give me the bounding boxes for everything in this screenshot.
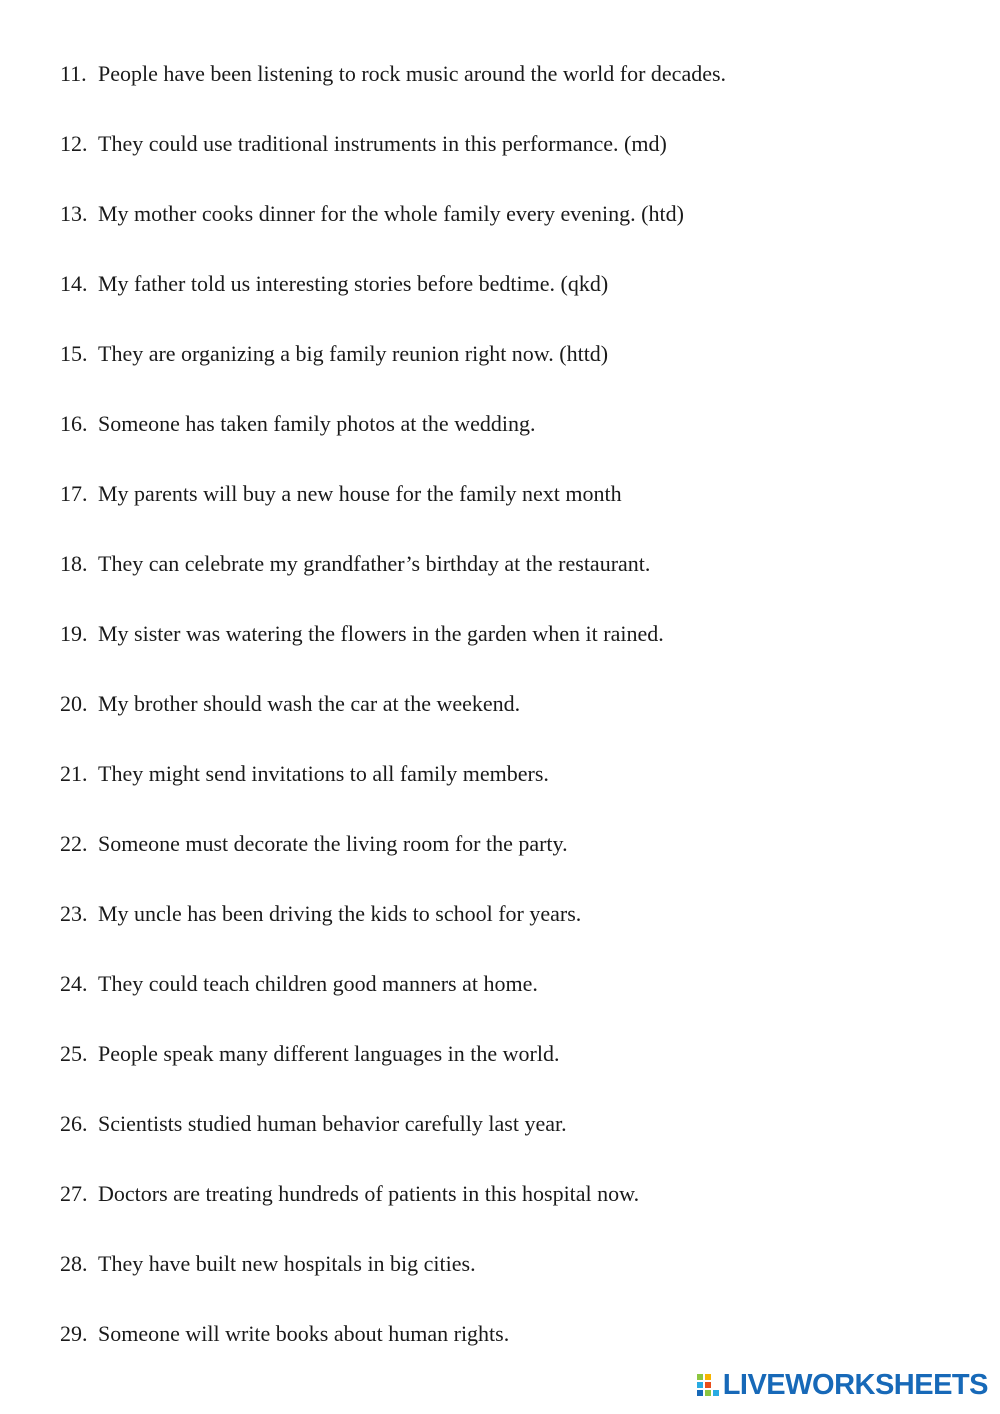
item-number: 18. [60, 551, 88, 576]
item-text: Scientists studied human behavior carefully last year. [98, 1111, 567, 1136]
item-text: Doctors are treating hundreds of patients in this hospital now. [98, 1181, 640, 1206]
item-text: They could teach children good manners at home. [98, 971, 538, 996]
sentence-item-18 [60, 550, 650, 578]
item-text: Someone will write books about human rights. [98, 1321, 510, 1346]
sentence-item-26 [60, 1110, 567, 1138]
sentence-item-17 [60, 480, 622, 508]
item-number: 12. [60, 131, 88, 156]
item-text: They have built new hospitals in big cities. [98, 1251, 476, 1276]
item-number: 26. [60, 1111, 88, 1136]
item-number: 20. [60, 691, 88, 716]
item-number: 14. [60, 271, 88, 296]
liveworksheets-brand [697, 1370, 988, 1400]
sentence-item-25 [60, 1040, 559, 1068]
sentence-item-22 [60, 830, 568, 858]
item-number: 13. [60, 201, 88, 226]
item-number: 15. [60, 341, 88, 366]
item-text: My brother should wash the car at the weekend. [98, 691, 521, 716]
sentence-item-24 [60, 970, 538, 998]
item-number: 19. [60, 621, 88, 646]
item-text: They can celebrate my grandfather’s birthday at the restaurant. [98, 551, 651, 576]
item-text: My uncle has been driving the kids to school for years. [98, 901, 582, 926]
item-text: They could use traditional instruments in this performance. (md) [98, 131, 667, 156]
liveworksheets-logo-icon [697, 1374, 719, 1396]
brand-name: LIVEWORKSHEETS [722, 1368, 988, 1401]
sentence-item-20 [60, 690, 520, 718]
item-text: People speak many different languages in the world. [98, 1041, 560, 1066]
sentence-item-29 [60, 1320, 509, 1348]
sentence-item-11 [60, 60, 726, 88]
item-number: 28. [60, 1251, 88, 1276]
item-text: My sister was watering the flowers in the garden when it rained. [98, 621, 664, 646]
item-number: 17. [60, 481, 88, 506]
sentence-item-23 [60, 900, 581, 928]
item-text: They might send invitations to all family members. [98, 761, 549, 786]
item-number: 16. [60, 411, 88, 436]
item-text: Someone must decorate the living room for the party. [98, 831, 568, 856]
item-text: Someone has taken family photos at the wedding. [98, 411, 536, 436]
sentence-item-19 [60, 620, 664, 648]
item-number: 22. [60, 831, 88, 856]
item-text: They are organizing a big family reunion right now. (httd) [98, 341, 609, 366]
item-number: 25. [60, 1041, 88, 1066]
item-text: My parents will buy a new house for the family next month [98, 481, 622, 506]
sentence-item-28 [60, 1250, 476, 1278]
sentence-item-12 [60, 130, 667, 158]
item-number: 29. [60, 1321, 88, 1346]
item-text: My father told us interesting stories before bedtime. (qkd) [98, 271, 609, 296]
item-text: People have been listening to rock music around the world for decades. [98, 61, 727, 86]
sentence-item-14 [60, 270, 608, 298]
sentence-item-27 [60, 1180, 639, 1208]
item-number: 23. [60, 901, 88, 926]
item-number: 24. [60, 971, 88, 996]
item-number: 11. [60, 61, 87, 86]
sentence-item-21 [60, 760, 549, 788]
item-number: 21. [60, 761, 88, 786]
sentence-item-16 [60, 410, 535, 438]
item-number: 27. [60, 1181, 88, 1206]
sentence-item-15 [60, 340, 608, 368]
item-text: My mother cooks dinner for the whole family every evening. (htd) [98, 201, 684, 226]
sentence-item-13 [60, 200, 684, 228]
